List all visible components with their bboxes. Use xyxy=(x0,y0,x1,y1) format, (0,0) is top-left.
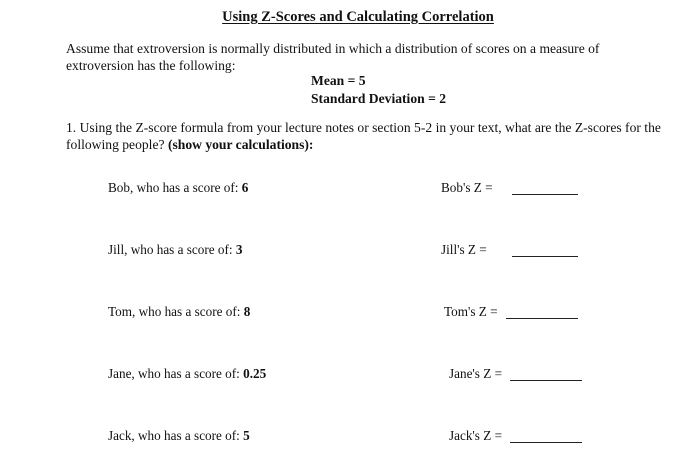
question-instruction: (show your calculations): xyxy=(167,137,314,152)
z-label: Jack's Z = xyxy=(449,428,503,443)
person-row-tom xyxy=(0,304,700,324)
z-answer-blank[interactable] xyxy=(510,442,582,443)
question-1 xyxy=(66,119,666,153)
question-text: 1. Using the Z-score formula from your lecture notes or section 5-2 in your text, what are the Z-scores for the following people? xyxy=(66,120,661,152)
person-score: 6 xyxy=(241,180,249,195)
person-prompt: Bob, who has a score of: 6 xyxy=(108,180,249,195)
z-answer-blank[interactable] xyxy=(512,256,578,257)
person-row-jane xyxy=(0,366,700,386)
standard-deviation-value: Standard Deviation = 2 xyxy=(311,91,447,106)
person-row-jack xyxy=(0,428,700,448)
person-score: 3 xyxy=(235,242,243,257)
person-prompt: Tom, who has a score of: 8 xyxy=(108,304,251,319)
z-label: Jill's Z = xyxy=(441,242,487,257)
intro-paragraph: Assume that extroversion is normally distributed in which a distribution of scores on a measure of extroversion has the following: xyxy=(66,41,600,73)
page-title: Using Z-Scores and Calculating Correlation xyxy=(222,9,494,25)
person-row-jill xyxy=(0,242,700,262)
person-row-bob xyxy=(0,180,700,200)
person-score: 5 xyxy=(243,428,250,443)
z-label: Bob's Z = xyxy=(441,180,493,195)
z-answer-blank[interactable] xyxy=(506,318,578,319)
person-prompt: Jane, who has a score of: 0.25 xyxy=(108,366,267,381)
person-score: 0.25 xyxy=(243,366,267,381)
person-prompt: Jill, who has a score of: 3 xyxy=(108,242,243,257)
z-label: Jane's Z = xyxy=(449,366,503,381)
z-answer-blank[interactable] xyxy=(512,194,578,195)
z-answer-blank[interactable] xyxy=(510,380,582,381)
z-label: Tom's Z = xyxy=(444,304,498,319)
person-score: 8 xyxy=(243,304,251,319)
mean-value: Mean = 5 xyxy=(311,73,366,88)
person-prompt: Jack, who has a score of: 5 xyxy=(108,428,250,443)
stats-block xyxy=(311,72,446,108)
